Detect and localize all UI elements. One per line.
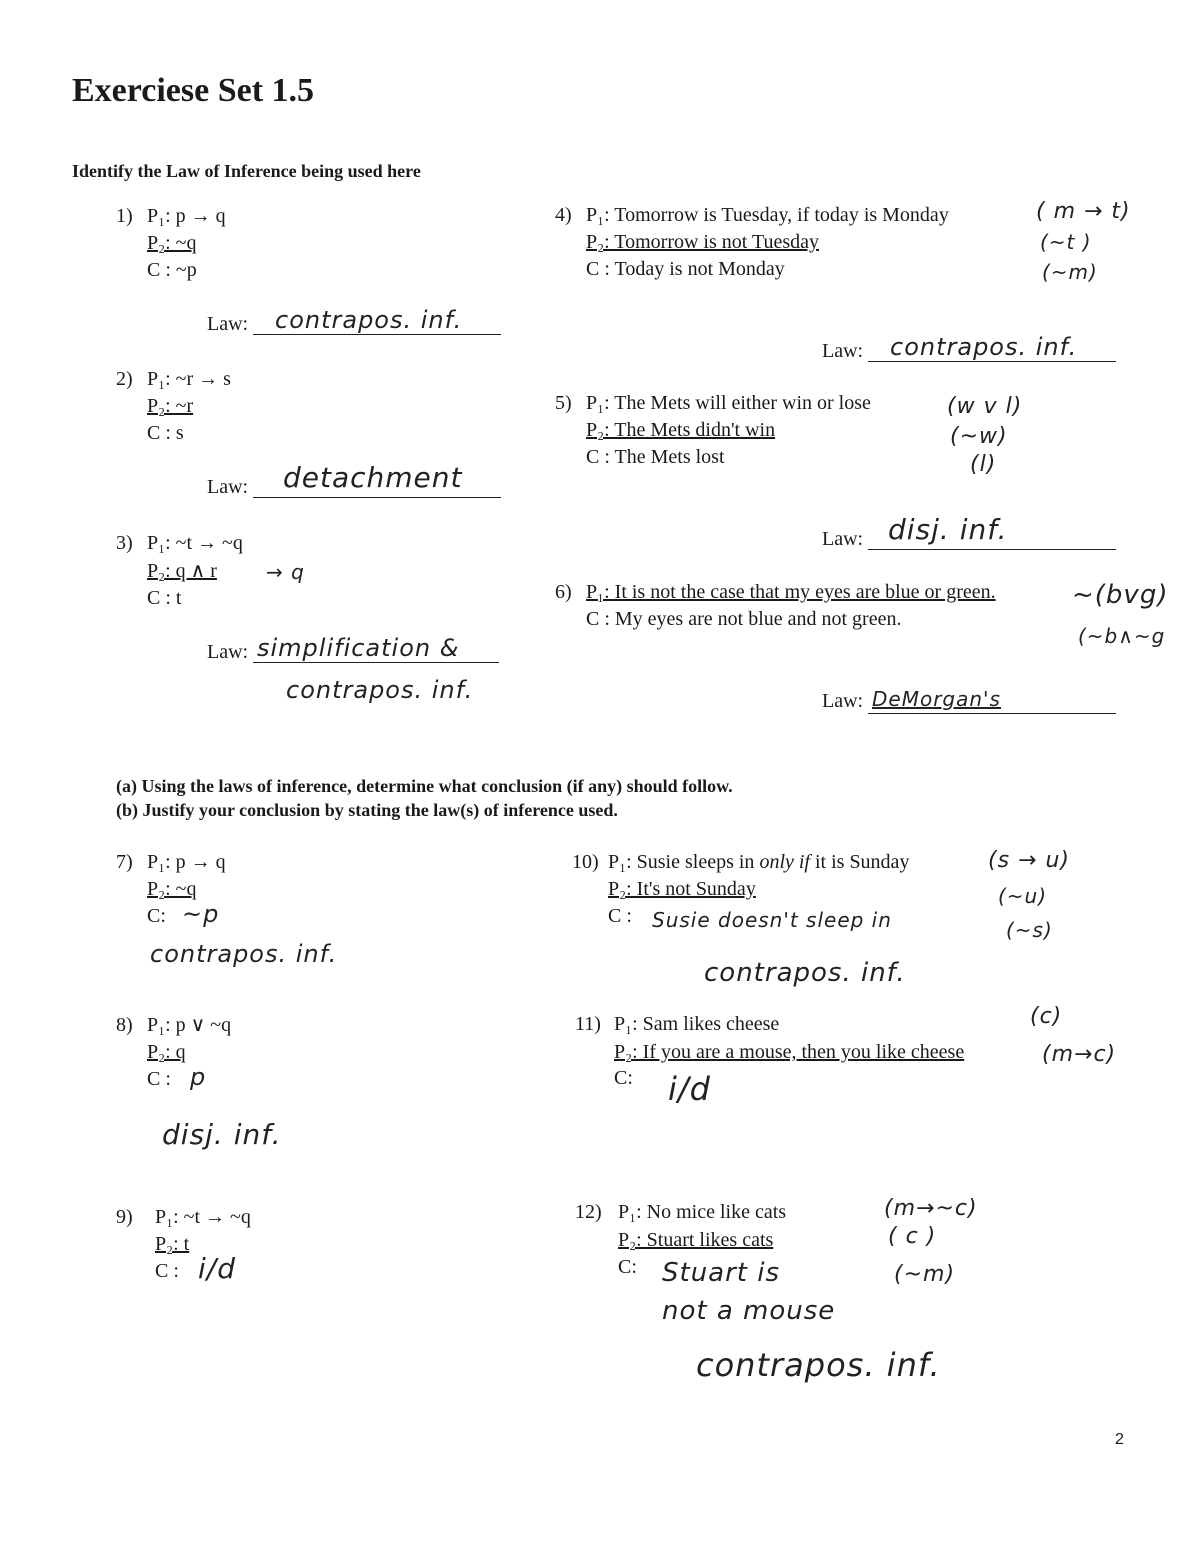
page-number: 2 (1115, 1431, 1124, 1448)
q9-premise-2: P₂: t (155, 1233, 190, 1255)
q10-note-2: (~u) (998, 884, 1048, 908)
q11-conclusion-answer: i/d (668, 1070, 711, 1108)
q9-conclusion-answer: i/d (198, 1252, 236, 1285)
q11-premise-2: P₂: If you are a mouse, then you like cheese (614, 1041, 965, 1063)
q7-conclusion-label: C: (147, 905, 166, 927)
q11-number: 11) (575, 1013, 601, 1035)
q11-note-1: (c) (1030, 1004, 1063, 1029)
q10-number: 10) (572, 851, 599, 873)
q11-conclusion-label: C: (614, 1067, 633, 1089)
q6-law-answer: DeMorgan's (872, 687, 1001, 711)
q4-law-answer: contrapos. inf. (890, 333, 1078, 361)
q9-number: 9) (116, 1206, 133, 1228)
q4-law-label: Law: (822, 340, 864, 362)
q2-law-answer: detachment (283, 461, 463, 494)
q4-note-2: (~t ) (1040, 230, 1092, 254)
q2-law-label: Law: (207, 476, 249, 498)
q11-note-2: (m→c) (1042, 1042, 1117, 1067)
q3-conclusion: C : t (147, 587, 182, 609)
q12-conclusion-label: C: (618, 1256, 637, 1278)
page-title: Exerciese Set 1.5 (72, 72, 315, 109)
q5-note-3: (l) (970, 452, 997, 477)
q10-note-3: (~s) (1006, 918, 1053, 942)
q8-conclusion-answer: p (190, 1063, 207, 1091)
q6-premise-1: P₁: It is not the case that my eyes are blue or green. (586, 581, 996, 603)
instructions-part-b: (b) Justify your conclusion by stating the law(s) of inference used. (116, 800, 618, 820)
q7-number: 7) (116, 851, 133, 873)
q3-premise-2-note: → q (266, 560, 305, 584)
q6-note-1: ~(bvg) (1072, 580, 1169, 610)
q12-number: 12) (575, 1201, 602, 1223)
q1-law-answer-line (253, 306, 501, 335)
q5-law-answer: disj. inf. (888, 513, 1008, 546)
q3-premise-1: P₁: ~t → ~q (147, 532, 243, 554)
q4-number: 4) (555, 204, 572, 226)
q6-note-2: (~b∧~g (1078, 624, 1166, 648)
q9-premise-1: P₁: ~t → ~q (155, 1206, 251, 1228)
q10-law-answer: contrapos. inf. (704, 958, 906, 988)
q12-law-answer: contrapos. inf. (696, 1346, 941, 1384)
q12-conclusion-answer-2: not a mouse (662, 1296, 836, 1326)
q6-law-label: Law: (822, 690, 864, 712)
q3-number: 3) (116, 532, 133, 554)
q4-premise-2: P₂: Tomorrow is not Tuesday (586, 231, 820, 253)
q5-number: 5) (555, 392, 572, 414)
q4-law-answer-line (868, 333, 1116, 362)
q12-note-3: (~m) (894, 1262, 956, 1287)
q9-conclusion-label: C : (155, 1260, 179, 1282)
q12-premise-2: P₂: Stuart likes cats (618, 1229, 774, 1251)
q7-premise-2: P₂: ~q (147, 878, 197, 900)
q2-premise-1: P₁: ~r → s (147, 368, 231, 390)
q5-law-answer-line (868, 513, 1116, 550)
q2-conclusion: C : s (147, 422, 184, 444)
q3-law-answer-2: contrapos. inf. (286, 676, 474, 704)
q6-number: 6) (555, 581, 572, 603)
instructions-identify-law: Identify the Law of Inference being used here (72, 161, 421, 181)
q1-number: 1) (116, 205, 133, 227)
q2-law-answer-line (253, 461, 501, 498)
q4-note-3: (~m) (1042, 260, 1098, 284)
q5-note-2: (~w) (950, 424, 1008, 449)
q7-law-answer: contrapos. inf. (150, 940, 338, 968)
q11-premise-1: P₁: Sam likes cheese (614, 1013, 780, 1035)
q8-premise-2: P₂: q (147, 1041, 186, 1063)
q4-conclusion: C : Today is not Monday (586, 258, 785, 280)
q4-premise-1: P₁: Tomorrow is Tuesday, if today is Monday (586, 204, 949, 226)
q1-premise-1: P₁: p → q (147, 205, 226, 227)
q2-number: 2) (116, 368, 133, 390)
q5-conclusion: C : The Mets lost (586, 446, 725, 468)
q12-note-1: (m→~c) (884, 1196, 978, 1221)
q10-premise-1-a: P₁: Susie sleeps in (608, 851, 760, 873)
q5-note-1: (w v l) (947, 394, 1023, 419)
instructions-part-a: (a) Using the laws of inference, determine what conclusion (if any) should follow. (116, 776, 733, 796)
q8-conclusion-label: C : (147, 1068, 171, 1090)
q8-number: 8) (116, 1014, 133, 1036)
q6-law-answer-line (868, 687, 1116, 714)
q10-premise-1-b: it is Sunday (809, 851, 910, 873)
q3-law-answer-line (253, 634, 499, 663)
q4-note-1: ( m → t) (1036, 199, 1131, 224)
q10-premise-1 (608, 850, 909, 874)
q3-premise-2: P₂: q ∧ r (147, 560, 217, 582)
q5-premise-2: P₂: The Mets didn't win (586, 419, 776, 441)
q1-premise-2: P₂: ~q (147, 232, 197, 254)
q12-premise-1: P₁: No mice like cats (618, 1201, 787, 1223)
q8-law-answer: disj. inf. (162, 1118, 282, 1151)
q12-conclusion-answer-1: Stuart is (662, 1258, 781, 1288)
q2-premise-2: P₂: ~r (147, 395, 194, 417)
q5-premise-1: P₁: The Mets will either win or lose (586, 392, 871, 414)
q5-law-label: Law: (822, 528, 864, 550)
q10-conclusion-label: C : (608, 905, 632, 927)
q10-conclusion-answer: Susie doesn't sleep in (652, 908, 892, 932)
q7-conclusion-answer: ~p (182, 900, 220, 928)
q6-conclusion: C : My eyes are not blue and not green. (586, 608, 902, 630)
q1-conclusion: C : ~p (147, 259, 197, 281)
q12-note-2: ( c ) (888, 1224, 937, 1249)
q10-premise-2: P₂: It's not Sunday (608, 878, 756, 900)
q3-law-answer-1: simplification & (257, 634, 460, 662)
q8-premise-1: P₁: p ∨ ~q (147, 1014, 232, 1036)
q10-premise-1-emphasis: only if (759, 851, 810, 873)
q1-law-answer: contrapos. inf. (275, 306, 463, 334)
q1-law-label: Law: (207, 313, 249, 335)
q10-note-1: (s → u) (988, 848, 1070, 873)
q7-premise-1: P₁: p → q (147, 851, 226, 873)
q3-law-label: Law: (207, 641, 249, 663)
